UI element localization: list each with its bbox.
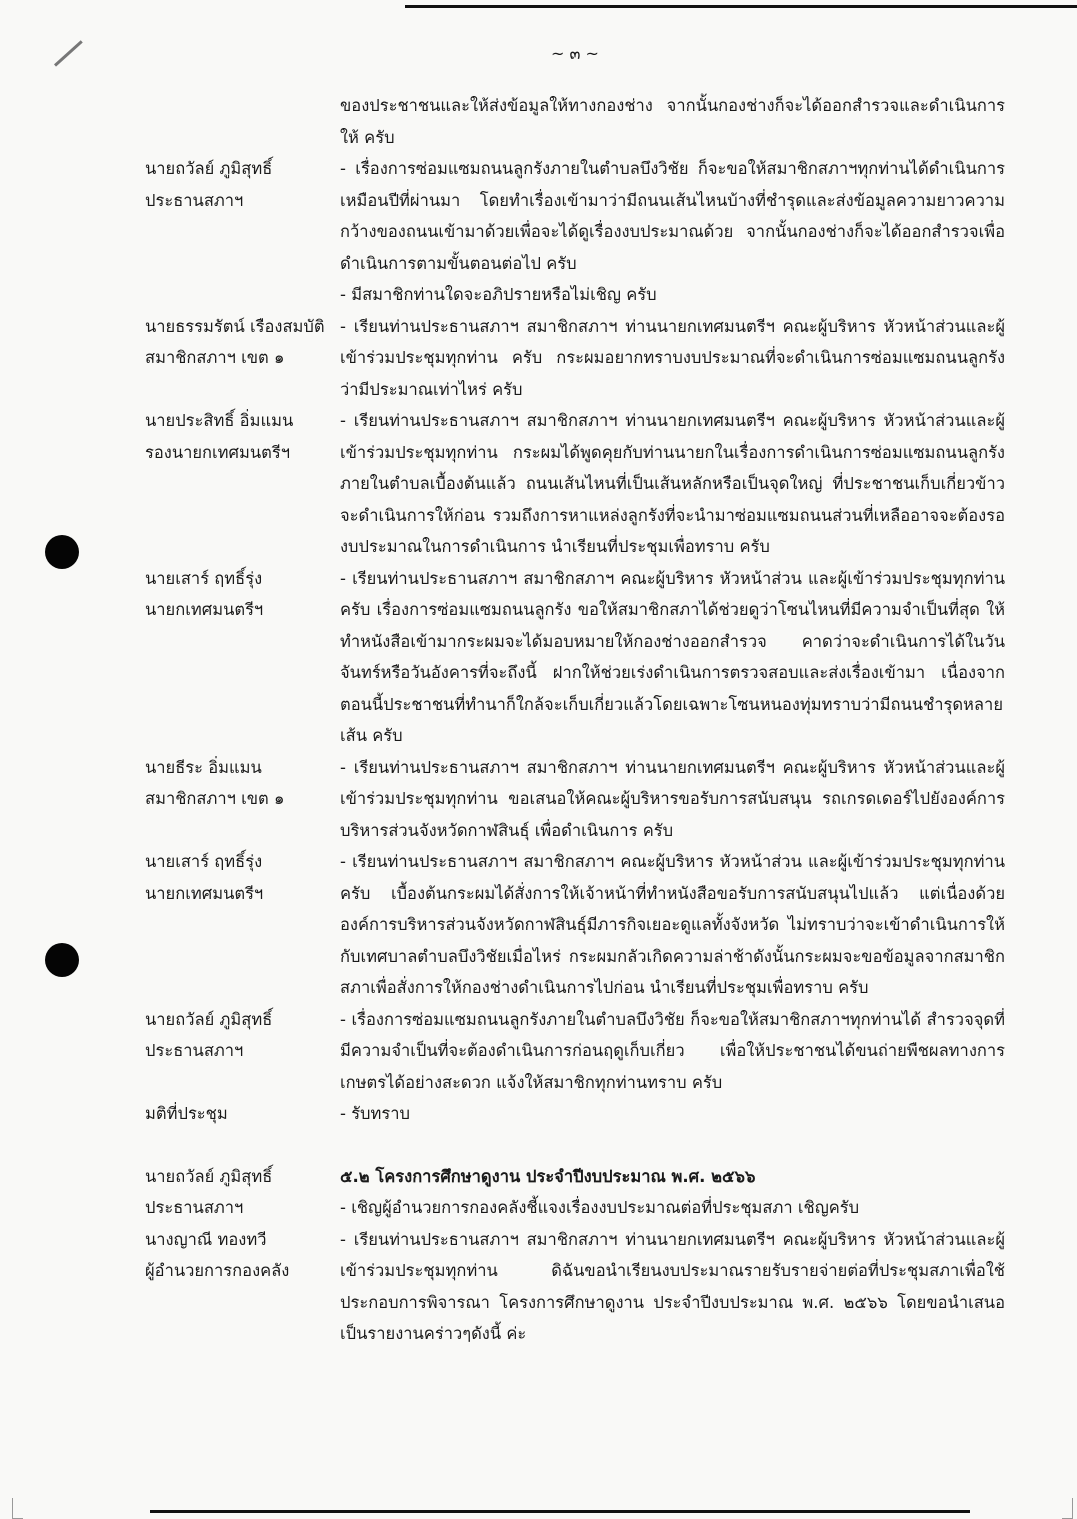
section-heading: ๕.๒ โครงการศึกษาดูงาน ประจำปีงบประมาณ พ.ศ. ๒๕๖๖: [340, 1166, 756, 1186]
speaker-role: รองนายกเทศมนตรีฯ: [145, 442, 291, 462]
speaker-name: นางญาณี ทองทวี: [145, 1229, 267, 1249]
scan-corner-mark: [1062, 1498, 1073, 1519]
speech-paragraph: - เรียนท่านประธานสภาฯ สมาชิกสภาฯ ท่านนายกเทศมนตรีฯ คณะผู้บริหาร หัวหน้าส่วนและผู้เข้าร่วมประชุมทุกท่าน ขอเสนอให้คณะผู้บริหารขอรับการสนับสนุน รถเกรดเดอร์ไปยังองค์การบริหารส่วนจังหวัดกาฬสินธุ์ เพื่อดำเนินการ ครับ: [340, 757, 1005, 840]
speech-text: [340, 311, 1011, 406]
speaker-role: ประธานสภาฯ: [145, 190, 244, 210]
speaker-entry: [145, 153, 1005, 311]
speaker-block: [145, 563, 345, 626]
resolution-text: - รับทราบ: [340, 1104, 411, 1123]
speech-text: [340, 1161, 1005, 1350]
speaker-name: นายถวัลย์ ภูมิสุทธิ์: [145, 1166, 273, 1186]
speech-text: [340, 1098, 1005, 1130]
speaker-entry: [145, 1004, 1005, 1099]
speaker-block: [145, 846, 345, 909]
speech-paragraph: - เรียนท่านประธานสภาฯ สมาชิกสภาฯ คณะผู้บริหาร หัวหน้าส่วน และผู้เข้าร่วมประชุมทุกท่าน ครับ เบื้องต้นกระผมได้สั่งการให้เจ้าหน้าที่ทำหนังสือขอรับการสนับสนุนไปแล้ว แต่เนื่องด้วยองค์การบริหารส่วนจังหวัดกาฬสินธุ์มีภารกิจเยอะดูแลทั้งจังหวัด ไม่ทราบว่าจะเข้าดำเนินการให้กับเทศบาลตำบลบึงวิชัยเมื่อไหร่ กระผมกลัวเกิดความล่าช้าดังนั้นกระผมจะขอข้อมูลจากสมาชิกสภาเพื่อสั่งการให้กองช่างดำเนินการไปก่อน นำเรียนที่ประชุมเพื่อทราบ ครับ: [340, 852, 1011, 997]
speaker-block: [145, 153, 345, 216]
speech-text: [340, 752, 1005, 847]
speaker-name: นายธรรมรัตน์ เรืองสมบัติ: [145, 316, 325, 336]
speech-text: [340, 405, 1005, 563]
speaker-block: [145, 311, 345, 374]
scan-corner-mark: [12, 1498, 23, 1519]
spacer: [145, 1130, 1005, 1161]
speaker-role: สมาชิกสภาฯ เขต ๑: [145, 348, 285, 367]
speech-paragraph: - เรื่องการซ่อมแซมถนนลูกรังภายในตำบลบึงวิชัย ก็จะขอให้สมาชิกสภาฯทุกท่านได้ดำเนินการเหมือนปีที่ผ่านมา โดยทำเรื่องเข้ามาว่ามีถนนเส้นไหนบ้างที่ชำรุดและส่งข้อมูลความยาวความกว้างของถนนเข้ามาด้วยเพื่อจะได้ดูเรื่องงบประมาณด้วย จากนั้นกองช่างก็จะได้ออกสำรวจเพื่อดำเนินการตามขั้นตอนต่อไป ครับ: [340, 159, 1005, 273]
punch-hole: [45, 535, 79, 569]
speaker-name: นายถวัลย์ ภูมิสุทธิ์: [145, 1009, 273, 1029]
speaker-role: ประธานสภาฯ: [145, 1198, 244, 1217]
speech-paragraph: - เรื่องการซ่อมแซมถนนลูกรังภายในตำบลบึงวิชัย ก็จะขอให้สมาชิกสภาฯทุกท่านได้ สำรวจจุดที่มีความจำเป็นที่จะต้องดำเนินการก่อนฤดูเก็บเกี่ยว เพื่อให้ประชาชนได้ขนถ่ายพืชผลทางการเกษตรได้อย่างสะดวก แจ้งให้สมาชิกทุกท่านทราบ ครับ: [340, 1009, 1005, 1092]
agenda-section: [145, 1161, 1005, 1350]
speaker-name: นายธีระ อิ่มแมน: [145, 757, 262, 777]
speaker-role: ประธานสภาฯ: [145, 1041, 244, 1060]
speaker-name: นายเสาร์ ฤทธิ์รุ่ง: [145, 852, 263, 871]
speaker-block: [145, 405, 345, 468]
speech-text: [340, 563, 1011, 752]
speaker-entry: [145, 752, 1005, 847]
speech-paragraph: - เรียนท่านประธานสภาฯ สมาชิกสภาฯ ท่านนายกเทศมนตรีฯ คณะผู้บริหาร หัวหน้าส่วนและผู้เข้าร่วมประชุมทุกท่าน ครับ กระผมอยากทราบงบประมาณที่จะดำเนินการซ่อมแซมถนนลูกรัง ว่ามีประมาณเท่าไหร่ ครับ: [340, 316, 1011, 399]
speech-paragraph: - มีสมาชิกท่านใดจะอภิปรายหรือไม่เชิญ ครับ: [340, 285, 657, 304]
speaker-name: นายประสิทธิ์ อิ่มแมน: [145, 411, 294, 430]
resolution-label: มติที่ประชุม: [145, 1104, 228, 1123]
speaker-role: นายกเทศมนตรีฯ: [145, 600, 264, 619]
speaker-block: [145, 1098, 345, 1130]
speaker-entry: [145, 405, 1005, 563]
bottom-border-line: [150, 1510, 970, 1513]
speaker-entry: [145, 563, 1011, 752]
punch-hole: [45, 943, 79, 977]
speech-text: [340, 1004, 1005, 1099]
speaker-entry: [145, 846, 1011, 1004]
page-number: ~ ๓ ~: [551, 44, 599, 63]
speaker-entry: [145, 311, 1011, 406]
continuation-text: ของประชาชนและให้ส่งข้อมูลให้ทางกองช่าง จากนั้นกองช่างก็จะได้ออกสำรวจและดำเนินการให้ ครับ: [340, 96, 1005, 147]
speaker-block: [145, 1161, 345, 1287]
speech-paragraph: - เชิญผู้อำนวยการกองคลังชี้แจงเรื่องงบประมาณต่อที่ประชุมสภา เชิญครับ: [340, 1198, 860, 1217]
top-border-line: [405, 5, 1077, 8]
resolution-entry: [145, 1098, 1005, 1130]
speaker-block: [145, 1004, 345, 1067]
speaker-role: ผู้อำนวยการกองคลัง: [145, 1261, 290, 1280]
speaker-name: นายเสาร์ ฤทธิ์รุ่ง: [145, 568, 263, 588]
minutes-body: [145, 90, 1011, 1350]
speech-paragraph: - เรียนท่านประธานสภาฯ สมาชิกสภาฯ ท่านนายกเทศมนตรีฯ คณะผู้บริหาร หัวหน้าส่วนและผู้เข้าร่วมประชุมทุกท่าน ดิฉันขอนำเรียนงบประมาณรายรับรายจ่ายต่อที่ประชุมสภาเพื่อใช้ประกอบการพิจารณา โครงการศึกษาดูงาน ประจำปีงบประมาณ พ.ศ. ๒๕๖๖ โดยขอนำเสนอเป็นรายงานคร่าวๆดังนี้ ค่ะ: [340, 1229, 1005, 1343]
speaker-role: นายกเทศมนตรีฯ: [145, 883, 264, 903]
speaker-name: นายถวัลย์ ภูมิสุทธิ์: [145, 159, 273, 178]
speech-text: [340, 846, 1011, 1004]
speech-paragraph: - เรียนท่านประธานสภาฯ สมาชิกสภาฯ ท่านนายกเทศมนตรีฯ คณะผู้บริหาร หัวหน้าส่วนและผู้เข้าร่วมประชุมทุกท่าน กระผมได้พูดคุยกับท่านนายกในเรื่องการดำเนินการซ่อมแซมถนนลูกรังภายในตำบลเบื้องต้นแล้ว ถนนเส้นไหนที่เป็นเส้นหลักหรือเป็นจุดใหญ่ ที่ประชาชนเก็บเกี่ยวข้าวจะดำเนินการให้ก่อน รวมถึงการหาแหล่งลูกรังที่จะนำมาซ่อมแซมถนนส่วนที่เหลืออาจจะต้องรองบประมาณในการดำเนินการ นำเรียนที่ประชุมเพื่อทราบ ครับ: [340, 411, 1005, 556]
speaker-block: [145, 752, 345, 815]
speaker-role: สมาชิกสภาฯ เขต ๑: [145, 789, 285, 808]
speech-text: [340, 153, 1005, 311]
speech-paragraph: - เรียนท่านประธานสภาฯ สมาชิกสภาฯ คณะผู้บริหาร หัวหน้าส่วน และผู้เข้าร่วมประชุมทุกท่าน ครับ เรื่องการซ่อมแซมถนนลูกรัง ขอให้สมาชิกสภาได้ช่วยดูว่าโซนไหนที่มีความจำเป็นที่สุด ให้ทำหนังสือเข้ามากระผมจะได้มอบหมายให้กองช่างออกสำรวจ คาดว่าจะดำเนินการได้ในวันจันทร์หรือวันอังคารที่จะถึงนี้ ฝากให้ช่วยเร่งดำเนินการตรวจสอบและส่งเรื่องเข้ามา เนื่องจากตอนนี้ประชาชนที่ทำนาก็ใกล้จะเก็บเกี่ยวแล้วโดยเฉพาะโซนหนองทุ่มทราบว่ามีถนนชำรุดหลายเส้น ครับ: [340, 568, 1011, 745]
